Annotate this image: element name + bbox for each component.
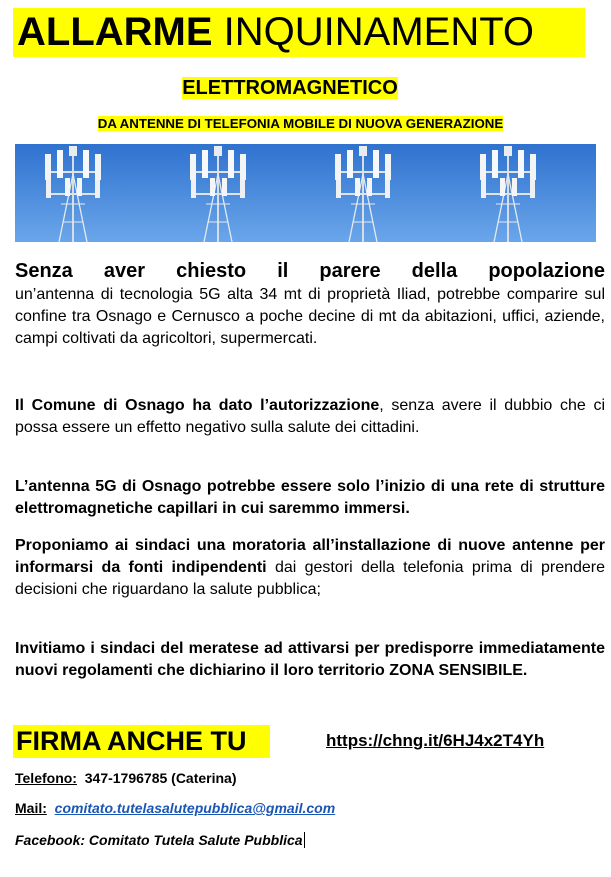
paragraph-5: Invitiamo i sindaci del meratese ad attivarsi per predisporre immediatamente nuovi regolamenti che dichiarino il loro territorio ZONA SENSIBILE. [15, 640, 605, 679]
mail-contact [15, 800, 335, 816]
text-cursor [304, 832, 305, 848]
title-rest: INQUINAMENTO [212, 10, 535, 54]
paragraph-1-lead: Senza aver chiesto il parere della popolazione [15, 260, 605, 282]
paragraph-1-text: un’antenna di tecnologia 5G alta 34 mt di proprietà Iliad, potrebbe comparire sul confine tra Osnago e Cernusco a poche decine di mt da abitazioni, uffici, aziende, campi coltivati da agricoltori, supermercati. [15, 286, 605, 347]
phone-contact [15, 770, 237, 786]
subtitle-box [157, 75, 423, 102]
paragraph-1 [15, 258, 605, 350]
petition-link[interactable]: https://chng.it/6HJ4x2T4Yh [326, 731, 545, 750]
subtitle: ELETTROMAGNETICO [182, 77, 398, 99]
phone-value: 347-1796785 (Caterina) [76, 770, 237, 786]
antenna-towers-image [15, 144, 596, 242]
title-bold-word: ALLARME [17, 10, 213, 54]
paragraph-4-bold: Proponiamo ai sindaci una moratoria all’installazione di nuove antenne per informarsi da fonti indipendenti [15, 537, 605, 576]
tagline: DA ANTENNE DI TELEFONIA MOBILE DI NUOVA GENERAZIONE [97, 116, 504, 131]
paragraph-2 [15, 395, 605, 439]
facebook-contact [15, 832, 305, 848]
page-title [13, 8, 585, 57]
mail-label: Mail: [15, 800, 47, 816]
cta-highlight [13, 725, 270, 758]
facebook-text: Facebook: Comitato Tutela Salute Pubblica [15, 832, 303, 848]
title-highlight [13, 8, 585, 57]
paragraph-2-text: , senza avere il dubbio che ci possa essere un effetto negativo sulla salute dei cittadini. [15, 397, 605, 436]
paragraph-4-text: dai gestori della telefonia prima di prendere decisioni che riguardano la salute pubblica; [15, 559, 606, 598]
cta-heading: FIRMA ANCHE TU [16, 726, 247, 756]
phone-label: Telefono: [15, 770, 77, 786]
paragraph-3: L’antenna 5G di Osnago potrebbe essere solo l’inizio di una rete di strutture elettromagnetiche capillari in cui saremmo immersi. [15, 478, 605, 517]
paragraph-4 [15, 535, 605, 601]
email-link[interactable]: comitato.tutelasalutepubblica@gmail.com [54, 800, 336, 816]
tagline-box [35, 113, 566, 135]
paragraph-2-bold: Il Comune di Osnago ha dato l’autorizzazione [15, 397, 380, 414]
